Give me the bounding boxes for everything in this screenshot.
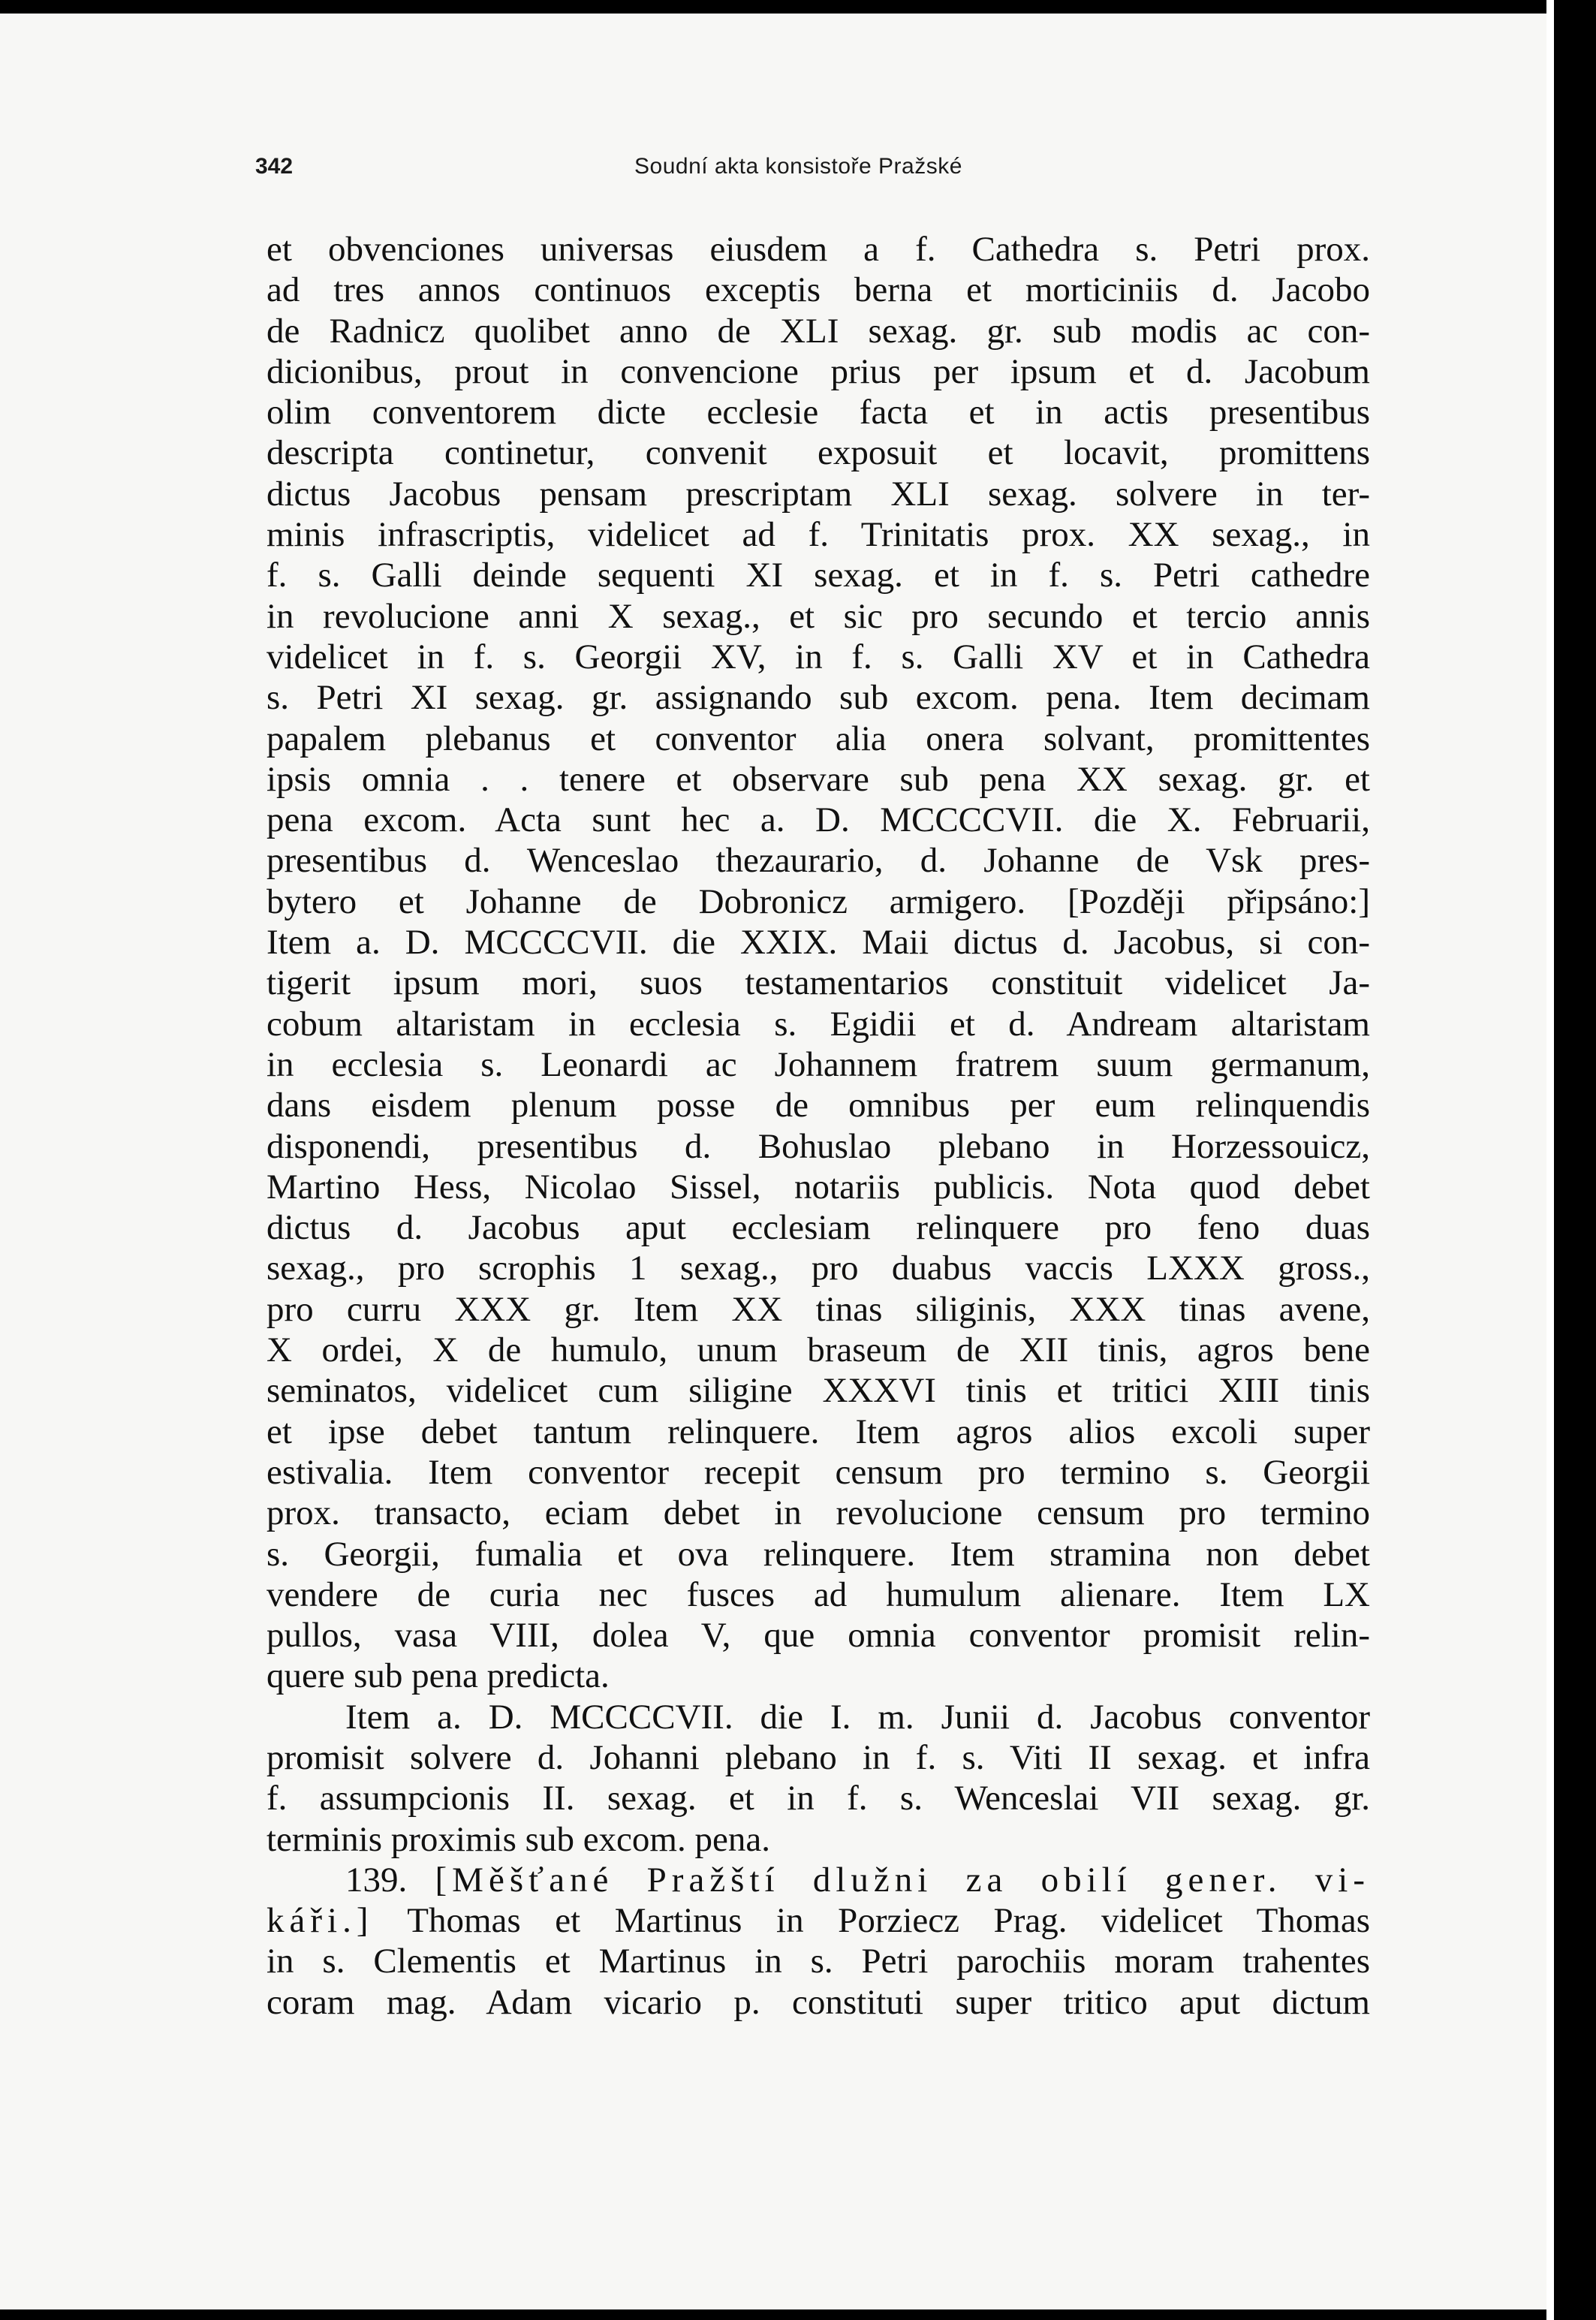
text-line: prox. transacto, eciam debet in revolucione censum pro termino — [267, 1493, 1370, 1533]
text-line: f. assumpcionis II. sexag. et in f. s. Wenceslai VII sexag. gr. — [267, 1779, 1370, 1818]
text-line: s. Petri XI sexag. gr. assignando sub excom. pena. Item decimam — [267, 678, 1370, 718]
page-header — [255, 154, 1381, 184]
text-line: olim conventorem dicte ecclesie facta et in actis presentibus — [267, 393, 1370, 432]
entry-heading-end: káři.] — [267, 1901, 374, 1941]
text-line — [267, 1900, 1370, 1941]
text-line: dictus d. Jacobus aput ecclesiam relinquere pro feno duas — [267, 1208, 1370, 1248]
text-line: in revolucione anni X sexag., et sic pro secundo et tercio annis — [267, 596, 1370, 636]
text-line: s. Georgii, fumalia et ova relinquere. Item stramina non debet — [267, 1534, 1370, 1574]
text-line: videlicet in f. s. Georgii XV, in f. s. Galli XV et in Cathedra — [267, 637, 1370, 676]
text-line: de Radnicz quolibet anno de XLI sexag. gr. sub modis ac con- — [267, 311, 1370, 351]
text-line: tigerit ipsum mori, suos testamentarios constituit videlicet Ja- — [267, 963, 1370, 1003]
entry-heading-line — [267, 1860, 1370, 1900]
text-line: estivalia. Item conventor recepit censum pro termino s. Georgii — [267, 1452, 1370, 1492]
entry-heading: [Měšťané Pražští dlužni za obilí gener. vi- — [435, 1860, 1370, 1900]
text-line: f. s. Galli deinde sequenti XI sexag. et in f. s. Petri cathedre — [267, 556, 1370, 595]
text-line: promisit solvere d. Johanni plebano in f. s. Viti II sexag. et infra — [267, 1737, 1370, 1777]
text-line: quere sub pena predicta. — [267, 1656, 610, 1696]
text-line: X ordei, X de humulo, unum braseum de XII tinis, agros bene — [267, 1330, 1370, 1370]
text-line: presentibus d. Wenceslao thezaurario, d. Johanne de Vsk pres- — [267, 841, 1370, 881]
text-line: vendere de curia nec fusces ad humulum alienare. Item LX — [267, 1574, 1370, 1614]
text-line: et ipse debet tantum relinquere. Item agros alios excoli super — [267, 1412, 1370, 1451]
text-line: sexag., pro scrophis 1 sexag., pro duabus vaccis LXXX gross., — [267, 1249, 1370, 1288]
text-line: ad tres annos continuos exceptis berna et morticiniis d. Jacobo — [267, 270, 1370, 310]
text-line: bytero et Johanne de Dobronicz armigero. [Později připsáno:] — [267, 881, 1370, 921]
text-line: dans eisdem plenum posse de omnibus per eum relinquendis — [267, 1086, 1370, 1125]
page-number: 342 — [255, 154, 294, 179]
entry-number: 139. — [345, 1860, 408, 1900]
text-line: seminatos, videlicet cum siligine XXXVI tinis et tritici XIII tinis — [267, 1371, 1370, 1411]
text-line: minis infrascriptis, videlicet ad f. Trinitatis prox. XX sexag., in — [267, 515, 1370, 555]
text-line: descripta continetur, convenit exposuit et locavit, promittens — [267, 433, 1370, 473]
text-line: papalem plebanus et conventor alia onera solvant, promittentes — [267, 719, 1370, 758]
scan-border — [1554, 0, 1596, 2320]
text-line: pena excom. Acta sunt hec a. D. MCCCCVII. die X. Februarii, — [267, 800, 1370, 840]
text-line: in s. Clementis et Martinus in s. Petri parochiis moram trahentes — [267, 1942, 1370, 1981]
text-line: Martino Hess, Nicolao Sissel, notariis publicis. Nota quod debet — [267, 1167, 1370, 1207]
text-line: dicionibus, prout in convencione prius per ipsum et d. Jacobum — [267, 351, 1370, 391]
text-line: terminis proximis sub excom. pena. — [267, 1819, 770, 1859]
running-title: Soudní akta konsistoře Pražské — [634, 154, 962, 179]
text-line: ipsis omnia . . tenere et observare sub pena XX sexag. gr. et — [267, 759, 1370, 799]
entry-text: Thomas et Martinus in Porziecz Prag. videlicet Thomas — [407, 1901, 1371, 1941]
text-line: cobum altaristam in ecclesia s. Egidii et d. Andream altaristam — [267, 1004, 1370, 1044]
text-line: Item a. D. MCCCCVII. die I. m. Junii d. Jacobus conventor — [345, 1697, 1370, 1737]
text-line: pullos, vasa VIII, dolea V, que omnia conventor promisit relin- — [267, 1616, 1370, 1656]
text-line: disponendi, presentibus d. Bohuslao plebano in Horzessouicz, — [267, 1126, 1370, 1166]
text-line: Item a. D. MCCCCVII. die XXIX. Maii dictus d. Jacobus, si con- — [267, 923, 1370, 963]
body-text — [267, 229, 1370, 2023]
text-line: coram mag. Adam vicario p. constituti super tritico aput dictum — [267, 1982, 1370, 2022]
text-line: et obvenciones universas eiusdem a f. Cathedra s. Petri prox. — [267, 230, 1370, 269]
text-line: in ecclesia s. Leonardi ac Johannem fratrem suum germanum, — [267, 1044, 1370, 1084]
text-line: pro curru XXX gr. Item XX tinas siliginis, XXX tinas avene, — [267, 1289, 1370, 1329]
text-line: dictus Jacobus pensam prescriptam XLI sexag. solvere in ter- — [267, 474, 1370, 514]
page-edge — [1546, 0, 1554, 2320]
